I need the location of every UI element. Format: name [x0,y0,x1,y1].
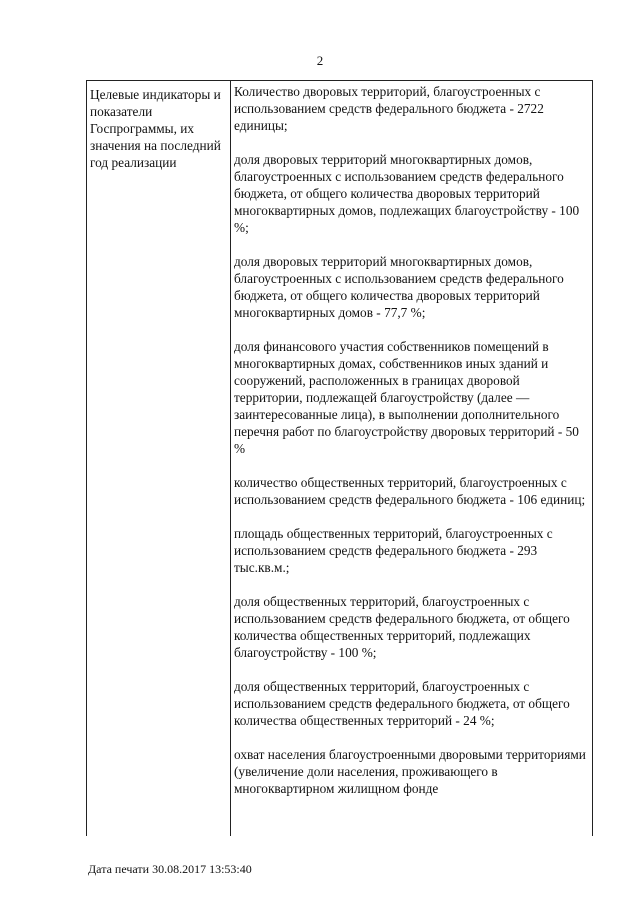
indicator-item: доля финансового участия собственников помещений в многоквартирных домах, собственников иных зданий и сооружений, расположенных в границах дворовой территории, подлежащей благоустройству (далее — заинтересованные лица), в выполнении дополнительного перечня работ по благоустройству дворовых территорий - 50 % [234,339,579,456]
indicator-item: доля общественных территорий, благоустроенных с использованием средств федерального бюджета, от общего количества общественных территорий, подлежащих благоустройству - 100 %; [234,594,570,660]
page-number: 2 [316,53,324,68]
table-values-cell [231,81,592,836]
print-date: Дата печати 30.08.2017 13:53:40 [88,862,252,876]
indicator-item: доля дворовых территорий многоквартирных домов, благоустроенных с использованием средств федерального бюджета, от общего количества дворовых территорий многоквартирных домов, подлежащих благоустройству - 100 %; [234,152,580,235]
indicator-item: доля общественных территорий, благоустроенных с использованием средств федерального бюджета, от общего количества общественных территорий - 24 %; [234,679,570,728]
indicator-item: количество общественных территорий, благоустроенных с использованием средств федерального бюджета - 106 единиц; [234,475,586,507]
indicator-item: площадь общественных территорий, благоустроенных с использованием средств федерального бюджета - 293 тыс.кв.м.; [234,526,553,575]
table-label-cell: Целевые индикаторы и показатели Госпрограммы, их значения на последний год реализации [87,81,231,836]
indicator-item: Количество дворовых территорий, благоустроенных с использованием средств федерального бюджета - 2722 единицы; [234,84,544,133]
indicator-item: охват населения благоустроенными дворовыми территориями (увеличение доли населения, проживающего в многоквартирном жилищном фонде [234,747,586,796]
indicators-table [86,80,593,836]
indicator-item: доля дворовых территорий многоквартирных домов, благоустроенных с использованием средств федерального бюджета, от общего количества дворовых территорий многоквартирных домов - 77,7 %; [234,254,564,320]
